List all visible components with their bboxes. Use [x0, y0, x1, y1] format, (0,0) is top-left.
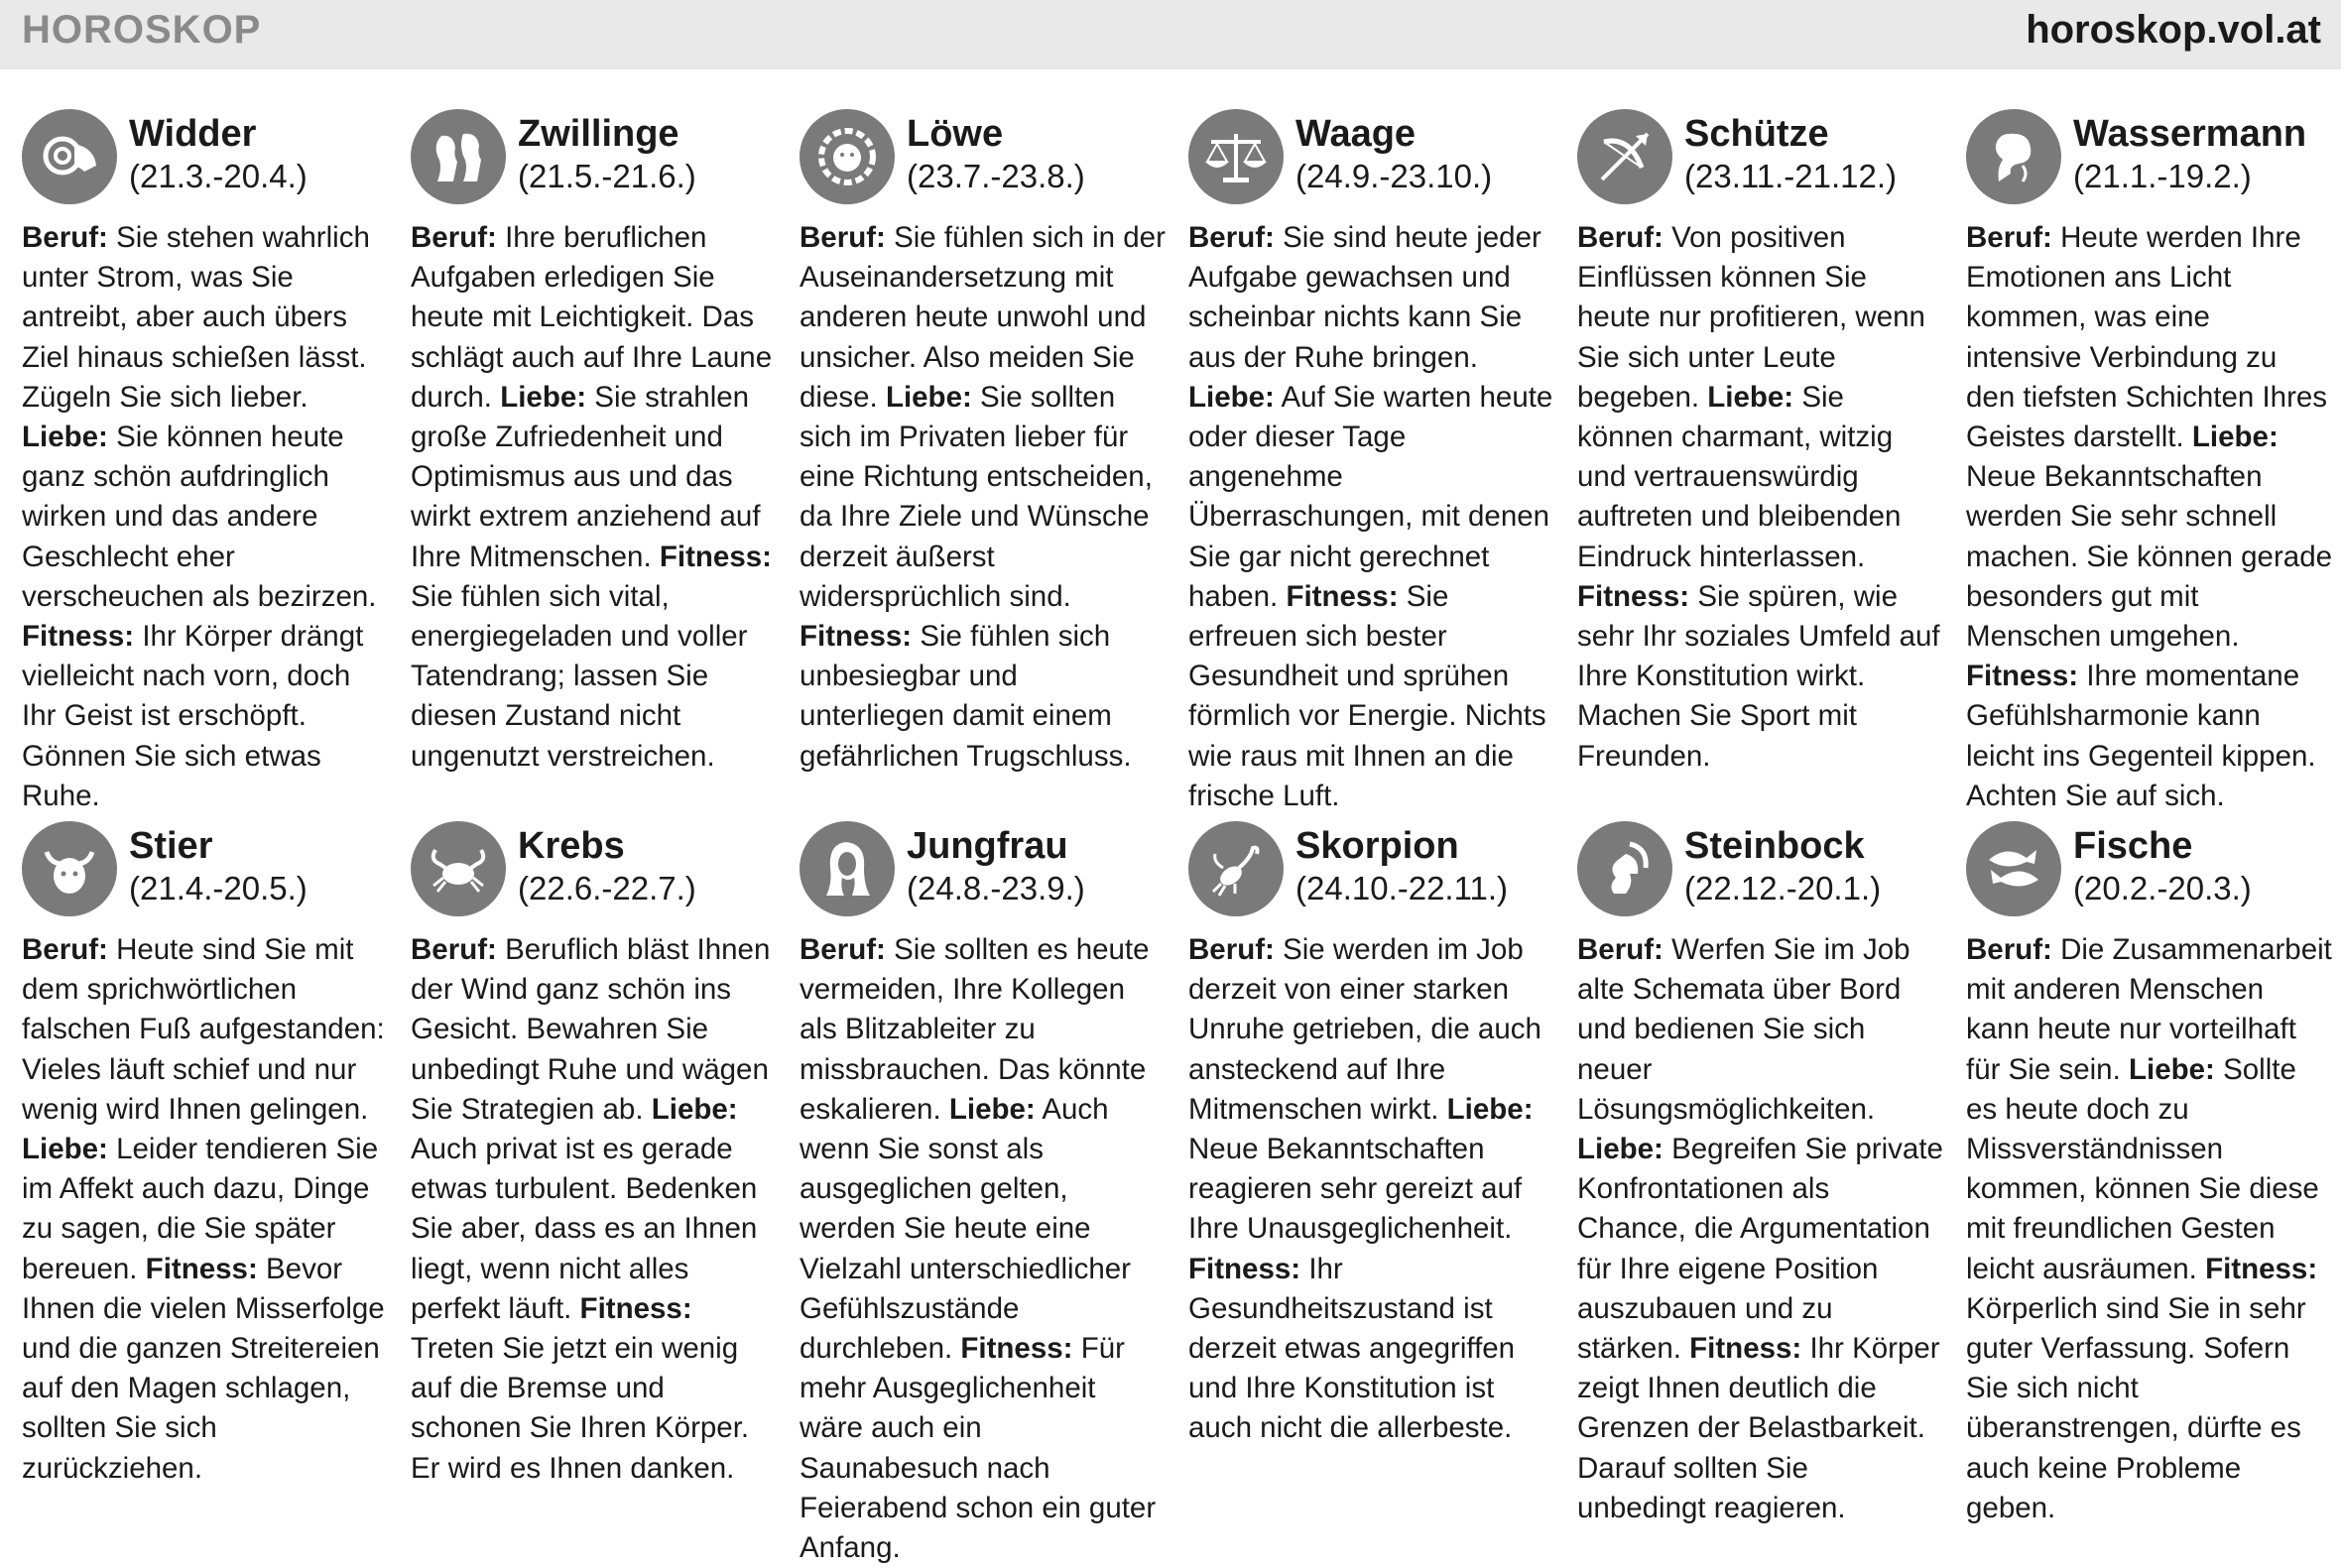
beruf-text: Heute werden Ihre Emotionen ans Licht kommen, was eine intensive Verbindung zu den tiefsten Schichten Ihres Geistes darstellt.: [1966, 221, 2328, 454]
beruf-text: Von positiven Einflüssen können Sie heute nur profitieren, wenn Sie sich unter Leute begeben.: [1577, 221, 1925, 414]
sign-waage: [1188, 107, 1555, 816]
twins-icon: [411, 109, 506, 204]
sign-name: Schütze: [1684, 113, 1829, 155]
sign-widder: [22, 107, 389, 816]
liebe-label: Liebe:: [2191, 421, 2279, 454]
fitness-text: Sie fühlen sich unbesiegbar und unterliegen damit einem gefährlichen Trugschluss.: [800, 620, 1132, 773]
crab-icon: [411, 821, 506, 916]
liebe-text: Sie können heute ganz schön aufdringlich wirken und das andere Geschlecht eher verscheuchen als bezirzen.: [22, 421, 377, 613]
fitness-text: Ihr Körper drängt vielleicht nach vorn, doch Ihr Geist ist erschöpft. Gönnen Sie sich etwas Ruhe.: [22, 620, 364, 812]
sign-fische: [1966, 819, 2333, 1528]
sign-text: [1188, 218, 1555, 816]
beruf-label: Beruf:: [1577, 221, 1663, 254]
beruf-label: Beruf:: [22, 221, 108, 254]
fitness-text: Ihr Gesundheitszustand ist derzeit etwas angegriffen und Ihre Konstitution ist auch nicht die allerbeste.: [1188, 1252, 1516, 1445]
sign-steinbock: [1577, 819, 1944, 1528]
sign-name: Krebs: [518, 825, 625, 867]
sign-dates: (22.12.-20.1.): [1684, 870, 1882, 906]
sign-dates: (24.9.-23.10.): [1295, 158, 1493, 194]
liebe-text: Auch privat ist es gerade etwas turbulent. Bedenken Sie aber, dass es an Ihnen liegt, wenn nicht alles perfekt läuft.: [411, 1133, 758, 1325]
beruf-label: Beruf:: [1966, 221, 2052, 254]
sign-name: Steinbock: [1684, 825, 1865, 867]
liebe-label: Liebe:: [948, 1092, 1036, 1126]
page-title: HOROSKOP: [22, 8, 262, 52]
liebe-label: Liebe:: [1707, 380, 1794, 414]
sign-name: Löwe: [907, 113, 1004, 155]
sign-name: Widder: [129, 113, 257, 155]
sign-text: [1188, 930, 1555, 1449]
sign-text: [1577, 930, 1944, 1528]
water-bearer-icon: [1966, 109, 2061, 204]
virgin-icon: [800, 821, 895, 916]
fitness-label: Fitness:: [1689, 1332, 1802, 1366]
fitness-label: Fitness:: [145, 1252, 258, 1285]
fitness-text: Für mehr Ausgeglichenheit wäre auch ein Saunabesuch nach Feierabend schon ein guter Anfang.: [800, 1332, 1157, 1565]
beruf-text: Sie sind heute jeder Aufgabe gewachsen und scheinbar nichts kann Sie aus der Ruhe bringen.: [1188, 221, 1541, 374]
beruf-text: Sie fühlen sich in der Auseinandersetzung mit anderen heute unwohl und unsicher. Also meiden Sie diese.: [800, 221, 1166, 414]
sign-text: [800, 930, 1167, 1568]
horoscope-grid: [22, 107, 2333, 1565]
sign-name: Wassermann: [2073, 113, 2307, 155]
liebe-label: Liebe:: [500, 380, 587, 414]
fish-icon: [1966, 821, 2061, 916]
sign-dates: (24.10.-22.11.): [1295, 870, 1509, 906]
beruf-label: Beruf:: [1577, 933, 1663, 966]
fitness-text: Treten Sie jetzt ein wenig auf die Bremse und schonen Sie Ihren Körper. Er wird es Ihnen danken.: [411, 1332, 750, 1485]
goat-icon: [1577, 821, 1672, 916]
liebe-text: Sie sollten sich im Privaten lieber für eine Richtung entscheiden, da Ihre Ziele und Wünsche derzeit äußerst widersprüchlich sind.: [800, 380, 1153, 613]
beruf-label: Beruf:: [411, 221, 497, 254]
archer-icon: [1577, 109, 1672, 204]
sign-zwillinge: [411, 107, 778, 777]
liebe-text: Leider tendieren Sie im Affekt auch dazu, Dinge zu sagen, die Sie später bereuen.: [22, 1133, 379, 1285]
sign-jungfrau: [800, 819, 1167, 1568]
sign-text: [800, 218, 1167, 777]
fitness-label: Fitness:: [800, 620, 913, 654]
ram-icon: [22, 109, 117, 204]
fitness-text: Körperlich sind Sie in sehr guter Verfassung. Sofern Sie sich nicht überanstrengen, dürfte es auch keine Probleme geben.: [1966, 1291, 2306, 1524]
sign-name: Stier: [129, 825, 213, 867]
liebe-text: Sie können charmant, witzig und vertrauenswürdig auftreten und bleibenden Eindruck hinterlassen.: [1577, 380, 1902, 573]
sign-dates: (21.5.-21.6.): [518, 158, 696, 194]
sign-dates: (24.8.-23.9.): [907, 870, 1085, 906]
sign-dates: (20.2.-20.3.): [2073, 870, 2252, 906]
sign-text: [22, 218, 389, 816]
fitness-label: Fitness:: [579, 1291, 692, 1325]
liebe-text: Sie strahlen große Zufriedenheit und Optimismus aus und das wirkt extrem anziehend auf Ihre Mitmenschen.: [411, 380, 761, 573]
liebe-label: Liebe:: [651, 1092, 738, 1126]
sign-dates: (21.3.-20.4.): [129, 158, 308, 194]
page-header: [0, 0, 2341, 69]
sign-text: [411, 930, 778, 1489]
sign-dates: (22.6.-22.7.): [518, 870, 696, 906]
liebe-label: Liebe:: [1446, 1092, 1534, 1126]
beruf-label: Beruf:: [800, 933, 886, 966]
fitness-text: Ihre momentane Gefühlsharmonie kann leicht ins Gegenteil kippen. Achten Sie auf sich.: [1966, 660, 2316, 812]
sign-wassermann: [1966, 107, 2333, 816]
site-url: horoskop.vol.at: [2026, 8, 2321, 52]
liebe-text: Auch wenn Sie sonst als ausgeglichen gelten, werden Sie heute eine Vielzahl unterschiedlicher Gefühlszustände durchleben.: [800, 1092, 1131, 1366]
liebe-label: Liebe:: [885, 380, 972, 414]
sign-stier: [22, 819, 389, 1489]
fitness-text: Sie erfreuen sich bester Gesundheit und sprühen förmlich vor Energie. Nichts wie raus mit Ihnen an die frische Luft.: [1188, 579, 1546, 812]
beruf-label: Beruf:: [22, 933, 108, 966]
beruf-text: Sie werden im Job derzeit von einer starken Unruhe getrieben, die auch ansteckend auf Ihre Mitmenschen wirkt.: [1188, 933, 1541, 1126]
fitness-text: Ihr Körper zeigt Ihnen deutlich die Grenzen der Belastbarkeit. Darauf sollten Sie unbedingt reagieren.: [1577, 1332, 1940, 1524]
beruf-label: Beruf:: [411, 933, 497, 966]
sign-dates: (23.7.-23.8.): [907, 158, 1085, 194]
sign-krebs: [411, 819, 778, 1489]
liebe-text: Sollte es heute doch zu Missverständnissen kommen, können Sie diese mit freundlichen Gesten leicht ausräumen.: [1966, 1052, 2319, 1285]
sign-name: Jungfrau: [907, 825, 1068, 867]
beruf-label: Beruf:: [1188, 221, 1275, 254]
sign-dates: (21.4.-20.5.): [129, 870, 308, 906]
fitness-label: Fitness:: [2205, 1252, 2318, 1285]
sign-loewe: [800, 107, 1167, 777]
liebe-text: Neue Bekanntschaften werden Sie sehr schnell machen. Sie können gerade besonders gut mit Menschen umgehen.: [1966, 460, 2333, 654]
beruf-text: Werfen Sie im Job alte Schemata über Bord und bedienen Sie sich neuer Lösungsmöglichkeiten.: [1577, 933, 1910, 1126]
sign-text: [22, 930, 389, 1489]
scorpion-icon: [1188, 821, 1284, 916]
sign-dates: (21.1.-19.2.): [2073, 158, 2252, 194]
sign-dates: (23.11.-21.12.): [1684, 158, 1898, 194]
liebe-text: Neue Bekanntschaften reagieren sehr gereizt auf Ihre Unausgeglichenheit.: [1188, 1133, 1523, 1246]
beruf-label: Beruf:: [1188, 933, 1275, 966]
fitness-text: Bevor Ihnen die vielen Misserfolge und die ganzen Streitereien auf den Magen schlagen, sollten Sie sich zurückziehen.: [22, 1252, 385, 1485]
fitness-label: Fitness:: [1286, 579, 1399, 613]
fitness-label: Fitness:: [1966, 660, 2079, 693]
sign-name: Fische: [2073, 825, 2193, 867]
sign-name: Waage: [1295, 113, 1417, 155]
liebe-label: Liebe:: [2128, 1052, 2215, 1086]
beruf-text: Sie stehen wahrlich unter Strom, was Sie antreibt, aber auch übers Ziel hinaus schießen lässt. Zügeln Sie sich lieber.: [22, 221, 370, 414]
liebe-label: Liebe:: [1577, 1133, 1663, 1166]
scales-icon: [1188, 109, 1284, 204]
liebe-label: Liebe:: [22, 1133, 108, 1166]
sign-text: [1966, 218, 2333, 816]
sign-text: [411, 218, 778, 777]
liebe-label: Liebe:: [22, 421, 108, 454]
sign-schuetze: [1577, 107, 1944, 777]
beruf-label: Beruf:: [1966, 933, 2052, 966]
liebe-text: Begreifen Sie private Konfrontationen als Chance, die Argumentation für Ihre eigene Position auszubauen und zu stärken.: [1577, 1133, 1943, 1366]
beruf-label: Beruf:: [800, 221, 886, 254]
lion-icon: [800, 109, 895, 204]
bull-icon: [22, 821, 117, 916]
sign-text: [1966, 930, 2333, 1528]
sign-name: Skorpion: [1295, 825, 1459, 867]
sign-name: Zwillinge: [518, 113, 679, 155]
fitness-label: Fitness:: [1577, 579, 1690, 613]
sign-text: [1577, 218, 1944, 777]
sign-skorpion: [1188, 819, 1555, 1449]
fitness-label: Fitness:: [1188, 1252, 1301, 1285]
fitness-label: Fitness:: [960, 1332, 1073, 1366]
beruf-text: Ihre beruflichen Aufgaben erledigen Sie heute mit Leichtigkeit. Das schlägt auch auf Ihre Laune durch.: [411, 221, 773, 414]
fitness-text: Sie fühlen sich vital, energiegeladen und voller Tatendrang; lassen Sie diesen Zustand nicht ungenutzt verstreichen.: [411, 579, 748, 773]
liebe-text: Auf Sie warten heute oder dieser Tage angenehme Überraschungen, mit denen Sie gar nicht gerechnet haben.: [1188, 380, 1553, 613]
beruf-text: Beruflich bläst Ihnen der Wind ganz schön ins Gesicht. Bewahren Sie unbedingt Ruhe und wägen Sie Strategien ab.: [411, 933, 771, 1126]
beruf-text: Heute sind Sie mit dem sprichwörtlichen falschen Fuß aufgestanden: Vieles läuft schief und nur wenig wird Ihnen gelingen.: [22, 933, 385, 1126]
liebe-label: Liebe:: [1188, 380, 1275, 414]
beruf-text: Sie sollten es heute vermeiden, Ihre Kollegen als Blitzableiter zu missbrauchen. Das könnte eskalieren.: [800, 933, 1150, 1126]
beruf-text: Die Zusammenarbeit mit anderen Menschen kann heute nur vorteilhaft für Sie sein.: [1966, 933, 2332, 1086]
fitness-label: Fitness:: [22, 620, 135, 654]
fitness-text: Sie spüren, wie sehr Ihr soziales Umfeld auf Ihre Konstitution wirkt. Machen Sie Sport mit Freunden.: [1577, 579, 1940, 773]
fitness-label: Fitness:: [659, 540, 772, 573]
